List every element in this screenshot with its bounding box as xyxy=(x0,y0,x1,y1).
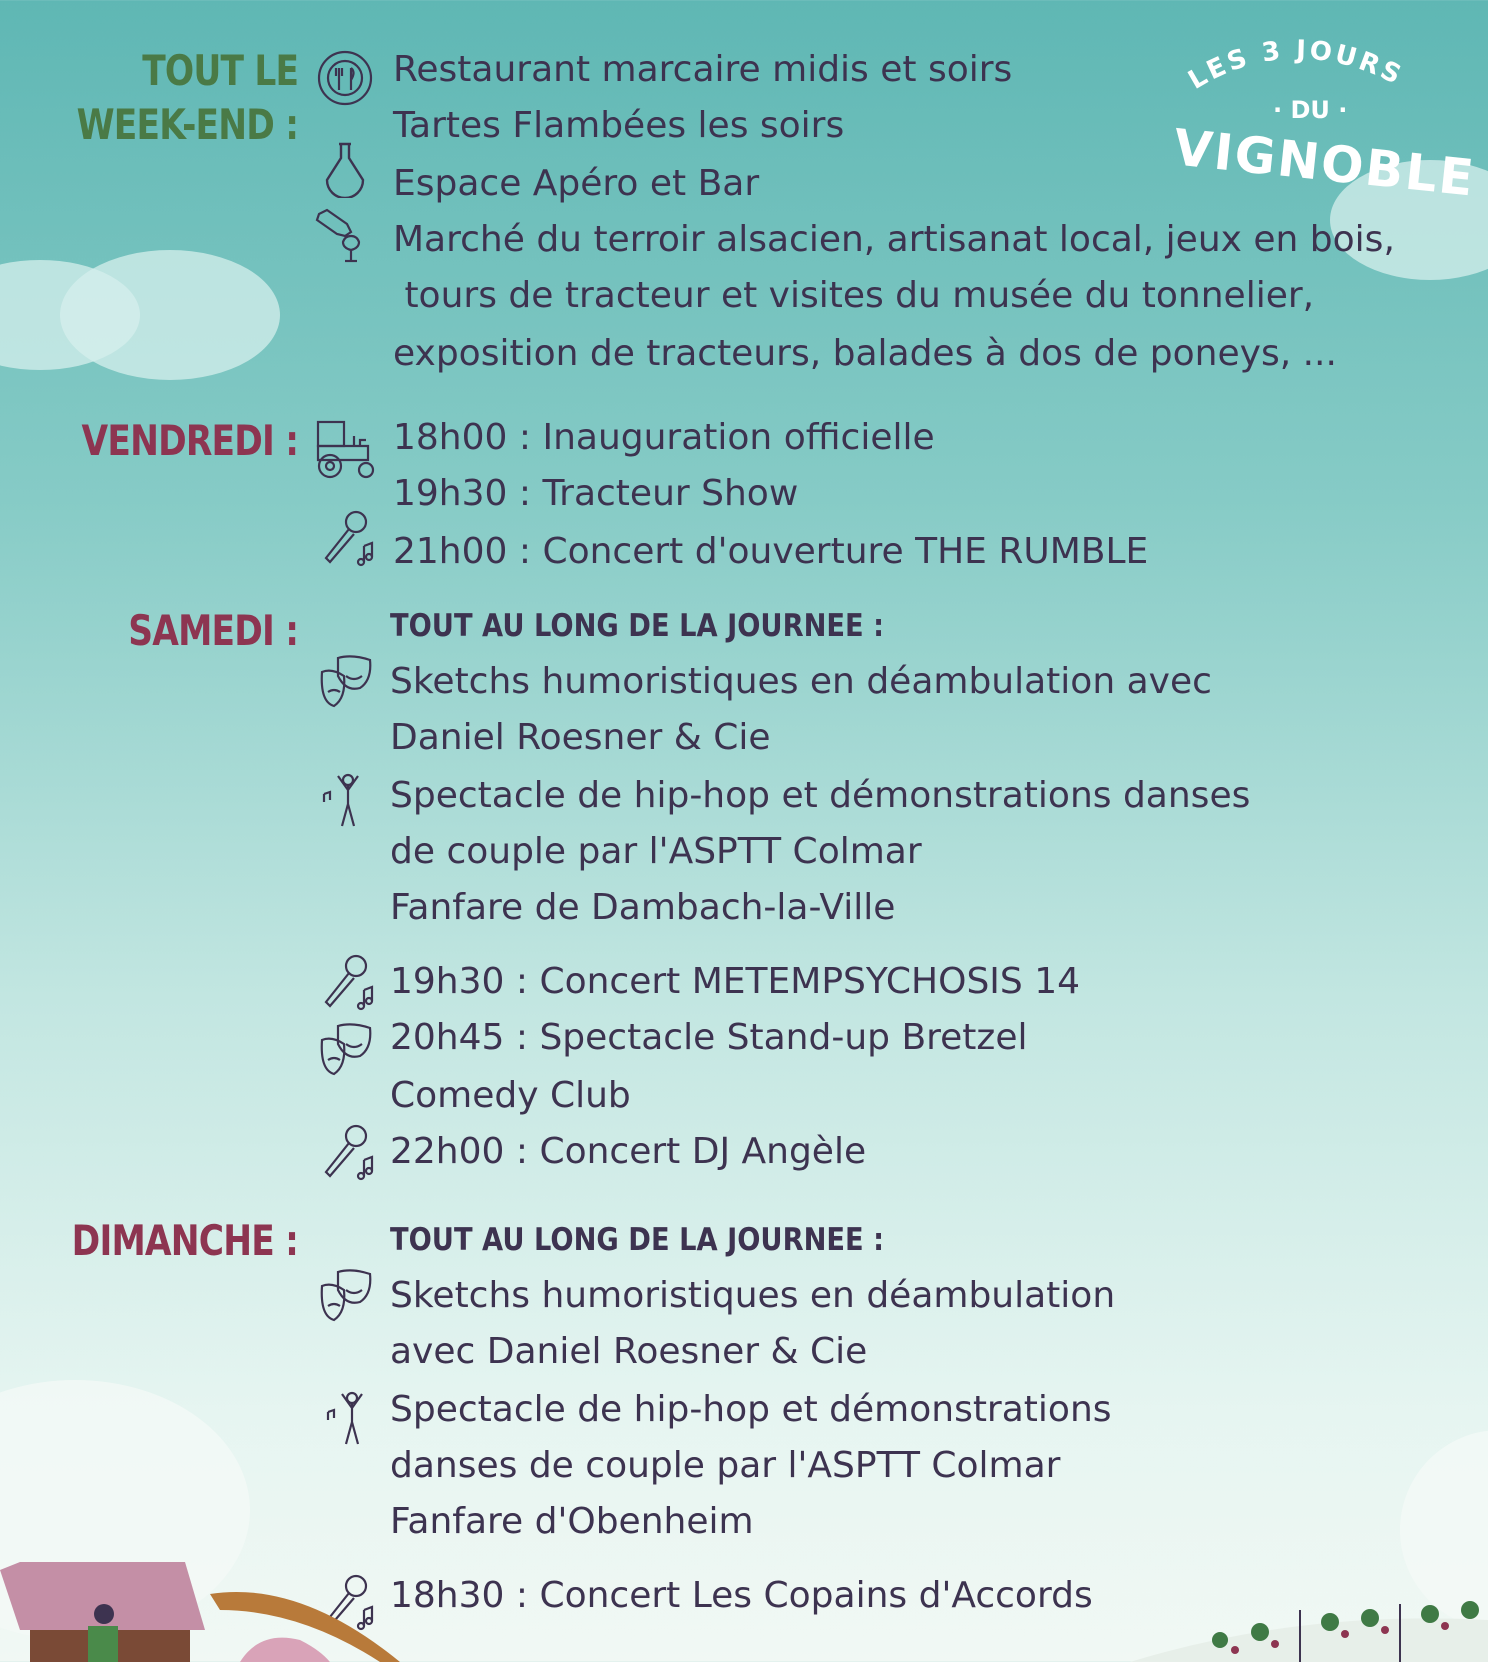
plate-cutlery-icon xyxy=(315,48,375,108)
samedi-label: SAMEDI : xyxy=(128,606,298,655)
weekend-line-5: tours de tracteur et visites du musée du tonnelier, xyxy=(393,275,1315,316)
weekend-line-1: Restaurant marcaire midis et soirs xyxy=(393,49,1013,90)
samedi-line-5: Fanfare de Dambach-la-Ville xyxy=(390,887,896,928)
theater-masks-icon xyxy=(318,654,378,714)
weekend-label xyxy=(76,44,298,152)
theater-masks-icon xyxy=(318,1022,378,1082)
microphone-music-icon xyxy=(318,1122,378,1182)
logo-middle-text: · DU · xyxy=(1273,96,1348,124)
dancer-icon xyxy=(318,770,378,830)
dimanche-label: DIMANCHE : xyxy=(71,1216,298,1265)
dimanche-line-3: Spectacle de hip-hop et démonstrations xyxy=(390,1389,1112,1430)
tractor-icon xyxy=(312,418,380,480)
vendredi-line-3: 21h00 : Concert d'ouverture THE RUMBLE xyxy=(393,531,1149,572)
microphone-music-icon xyxy=(318,508,378,568)
cloud-left-2 xyxy=(60,250,280,380)
dimanche-subhead: TOUT AU LONG DE LA JOURNEE : xyxy=(390,1222,885,1258)
weekend-line-6: exposition de tracteurs, balades à dos de poneys, ... xyxy=(393,333,1337,374)
weekend-label-line1: TOUT LE xyxy=(142,46,298,95)
samedi-subhead: TOUT AU LONG DE LA JOURNEE : xyxy=(390,608,885,644)
samedi-line-3: Spectacle de hip-hop et démonstrations danses xyxy=(390,775,1251,816)
dimanche-line-6: 18h30 : Concert Les Copains d'Accords xyxy=(390,1575,1093,1616)
dimanche-line-2: avec Daniel Roesner & Cie xyxy=(390,1331,868,1372)
samedi-line-7: 20h45 : Spectacle Stand-up Bretzel xyxy=(390,1017,1028,1058)
dimanche-line-5: Fanfare d'Obenheim xyxy=(390,1501,754,1542)
bottom-scenery xyxy=(0,1540,1488,1662)
wine-bottle-glass-icon xyxy=(315,206,375,266)
weekend-line-4: Marché du terroir alsacien, artisanat local, jeux en bois, xyxy=(393,219,1395,260)
event-logo xyxy=(1155,30,1479,208)
dancer-icon xyxy=(322,1388,382,1448)
svg-text:LES 3 JOURS xyxy=(1183,35,1408,96)
dimanche-line-1: Sketchs humoristiques en déambulation xyxy=(390,1275,1116,1316)
samedi-line-4: de couple par l'ASPTT Colmar xyxy=(390,831,922,872)
weekend-line-2: Tartes Flambées les soirs xyxy=(393,105,845,146)
logo-top-text: LES 3 JOURS xyxy=(1183,35,1409,96)
theater-masks-icon xyxy=(318,1268,378,1328)
vendredi-line-1: 18h00 : Inauguration officielle xyxy=(393,417,935,458)
samedi-line-6: 19h30 : Concert METEMPSYCHOSIS 14 xyxy=(390,961,1081,1002)
weekend-label-line2: WEEK-END : xyxy=(76,100,298,149)
weekend-line-3: Espace Apéro et Bar xyxy=(393,163,760,204)
carafe-icon xyxy=(315,138,375,198)
vendredi-label: VENDREDI : xyxy=(81,416,298,465)
samedi-line-1: Sketchs humoristiques en déambulation avec xyxy=(390,661,1212,702)
logo-main-text: VIGNOBLE xyxy=(1170,118,1479,208)
dimanche-line-4: danses de couple par l'ASPTT Colmar xyxy=(390,1445,1061,1486)
vendredi-line-2: 19h30 : Tracteur Show xyxy=(393,473,799,514)
samedi-line-9: 22h00 : Concert DJ Angèle xyxy=(390,1131,867,1172)
samedi-line-8: Comedy Club xyxy=(390,1075,631,1116)
microphone-music-icon xyxy=(318,952,378,1012)
samedi-line-2: Daniel Roesner & Cie xyxy=(390,717,771,758)
